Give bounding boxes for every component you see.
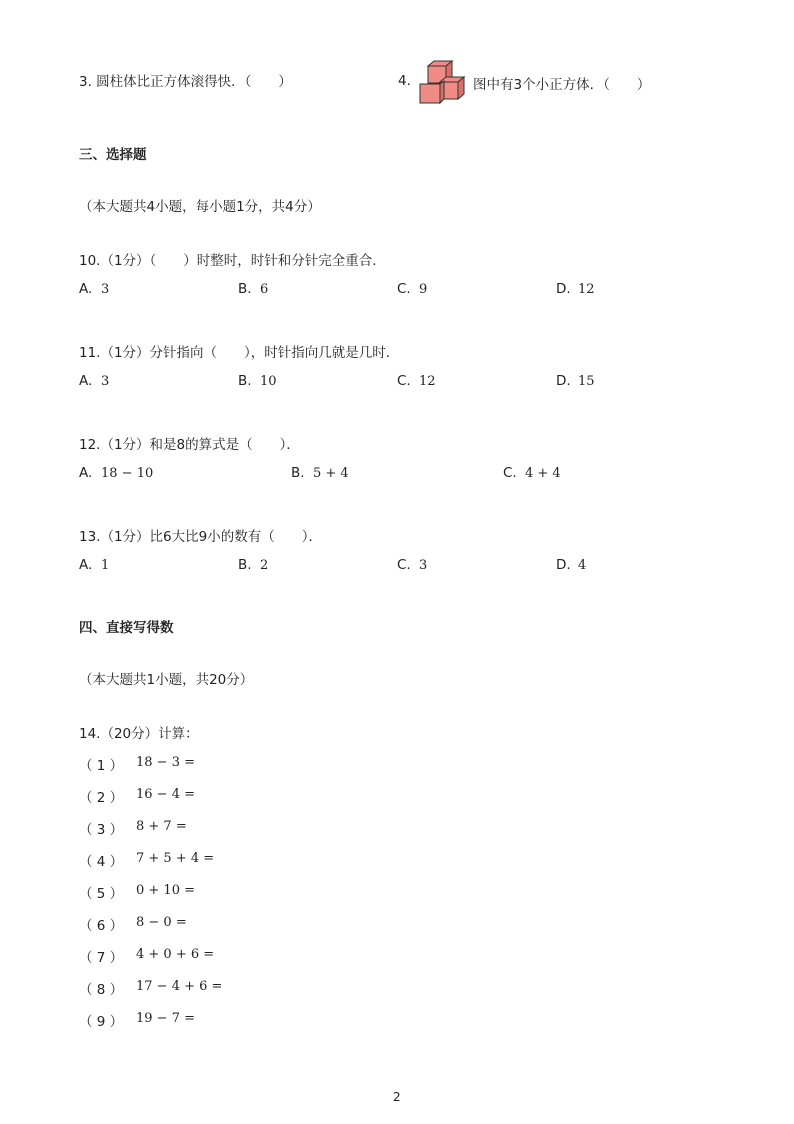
question-14-stem: 14.（20分）计算： [79,726,199,742]
option-letter: C. [397,557,411,573]
section-4-description: （本大题共1小题，共20分） [79,672,254,688]
option-letter: C. [503,465,517,481]
option-value: 5 + 4 [313,466,349,481]
q12-option-a [79,465,153,481]
option-letter: B. [238,373,252,389]
option-value: 10 [260,374,277,389]
q13-option-c [397,557,427,573]
option-value: 2 [260,558,269,573]
calc-item-label: （ 2 ） [79,790,124,806]
calc-item-label: （ 9 ） [79,1014,124,1030]
option-value: 3 [101,282,110,297]
page-number: 2 [393,1090,401,1104]
calc-item-label: （ 7 ） [79,950,124,966]
option-letter: C. [397,281,411,297]
option-letter: C. [397,373,411,389]
option-value: 3 [419,558,428,573]
calc-item-expression: 18 − 3 = [136,755,195,770]
stacked-cubes-icon [414,60,470,106]
option-letter: B. [291,465,305,481]
calc-item-label: （ 8 ） [79,982,124,998]
calc-item-expression: 0 + 10 = [136,883,195,898]
option-letter: D. [556,373,571,389]
question-4-text: 图中有3个小正方体．（ ） [473,77,651,93]
calc-item-expression: 7 + 5 + 4 = [136,851,215,866]
q10-option-c [397,281,427,297]
option-value: 18 − 10 [101,466,154,481]
option-letter: B. [238,557,252,573]
calc-item-label: （ 4 ） [79,854,124,870]
option-value: 3 [101,374,110,389]
option-letter: A. [79,465,93,481]
section-3-description: （本大题共4小题，每小题1分，共4分） [79,199,321,215]
option-value: 12 [578,282,595,297]
option-value: 9 [419,282,428,297]
calc-item-expression: 8 + 7 = [136,819,187,834]
calc-item-label: （ 3 ） [79,822,124,838]
q13-option-d [556,557,586,573]
calc-item-expression: 4 + 0 + 6 = [136,947,215,962]
question-10-stem: 10.（1分）（ ）时整时，时针和分针完全重合． [79,253,386,269]
option-value: 12 [419,374,436,389]
option-value: 4 [578,558,587,573]
calc-item-expression: 8 − 0 = [136,915,187,930]
section-3-title: 三、选择题 [79,147,147,163]
option-letter: A. [79,281,93,297]
q10-option-d [556,281,595,297]
q11-option-c [397,373,436,389]
calc-item-label: （ 1 ） [79,758,124,774]
q12-option-b [291,465,349,481]
question-12-stem: 12.（1分）和是8的算式是（ ）． [79,437,300,453]
option-value: 1 [101,558,110,573]
calc-item-label: （ 5 ） [79,886,124,902]
q13-option-b [238,557,268,573]
option-letter: D. [556,557,571,573]
question-4-number: 4. [398,73,411,89]
option-letter: A. [79,557,93,573]
q13-option-a [79,557,109,573]
q11-option-a [79,373,109,389]
calc-item-expression: 19 − 7 = [136,1011,195,1026]
option-letter: B. [238,281,252,297]
calc-item-expression: 16 − 4 = [136,787,195,802]
option-letter: D. [556,281,571,297]
option-value: 4 + 4 [525,466,561,481]
calc-item-label: （ 6 ） [79,918,124,934]
question-3: 3. 圆柱体比正方体滚得快．（ ） [79,74,292,90]
q12-option-c [503,465,561,481]
question-11-stem: 11.（1分）分针指向（ ），时针指向几就是几时． [79,345,400,361]
option-value: 15 [578,374,595,389]
question-13-stem: 13.（1分）比6大比9小的数有（ ）． [79,529,322,545]
q10-option-b [238,281,268,297]
q10-option-a [79,281,109,297]
calc-item-expression: 17 − 4 + 6 = [136,979,223,994]
option-value: 6 [260,282,269,297]
q11-option-d [556,373,595,389]
section-4-title: 四、直接写得数 [79,620,174,636]
q11-option-b [238,373,277,389]
option-letter: A. [79,373,93,389]
